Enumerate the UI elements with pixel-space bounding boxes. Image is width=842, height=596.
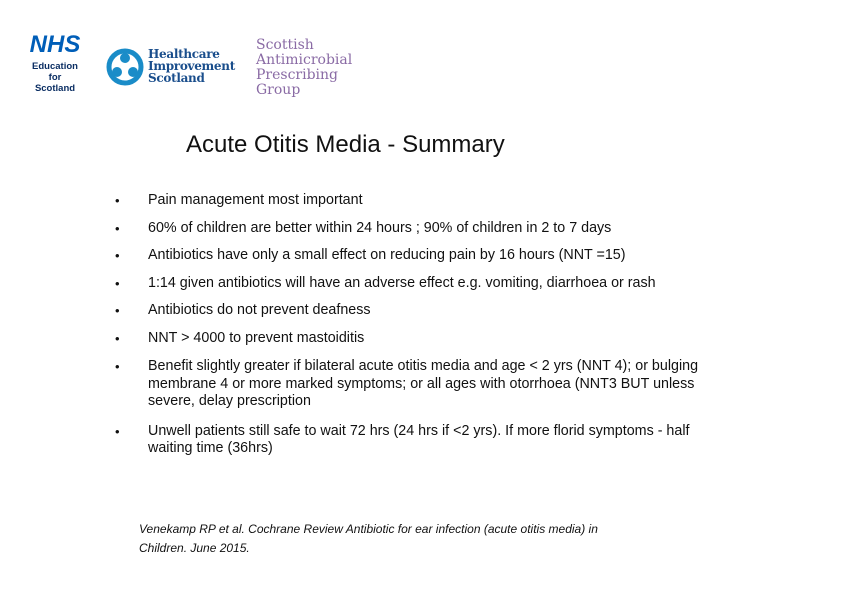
bullet-text: 60% of children are better within 24 hours ; 90% of children in 2 to 7 days [148, 219, 612, 236]
nhs-subtitle [25, 61, 85, 94]
slide-title: Acute Otitis Media - Summary [186, 131, 505, 158]
his-wordmark [148, 48, 248, 84]
sapg-line-1: Scottish [256, 37, 314, 53]
nhs-line-3: Scotland [34, 83, 76, 94]
reference-citation: Venekamp RP et al. Cochrane Review Antibiotic for ear infection (acute otitis media) in Children. June 2015. [139, 522, 598, 555]
his-line-3: Scotland [148, 71, 205, 85]
bullet-icon: • [115, 303, 120, 318]
bullet-icon: • [115, 423, 120, 439]
bullet-item [112, 302, 727, 320]
sapg-line-3: Prescribing [256, 67, 339, 83]
bullet-item [112, 275, 727, 293]
bullet-item [112, 220, 727, 238]
bullet-icon: • [115, 220, 120, 236]
bullet-icon: • [115, 359, 120, 374]
sapg-logo [256, 38, 376, 98]
bullet-icon: • [115, 275, 120, 291]
his-line-1: Healthcare [148, 47, 220, 61]
bullet-text: Benefit slightly greater if bilateral acute otitis media and age < 2 yrs (NNT 4); or bulging membrane 4 or more marked symptoms; or all ages with otorrhoea (NNT3 BUT unless severe, delay prescription [148, 358, 699, 409]
bullet-text: Pain management most important [148, 192, 363, 208]
nhs-mark-graphic [25, 30, 85, 58]
bullet-text: Antibiotics have only a small effect on reducing pain by 16 hours (NNT =15) [148, 247, 626, 263]
his-line-2: Improvement [148, 59, 235, 73]
bullet-item [112, 247, 727, 265]
bullet-icon: • [115, 248, 120, 263]
sapg-line-4: Group [256, 82, 301, 98]
bullet-text: 1:14 given antibiotics will have an adverse effect e.g. vomiting, diarrhoea or rash [148, 274, 656, 291]
nhs-mark-text: NHS [29, 31, 81, 58]
bullet-item [112, 330, 727, 348]
nhs-line-2: for [48, 72, 62, 83]
nhs-line-1: Education [32, 61, 78, 72]
bullet-icon: • [115, 330, 120, 346]
bullet-icon: • [115, 193, 120, 208]
bullet-item [112, 192, 727, 210]
nhs-education-scotland-logo [25, 30, 85, 94]
bullet-text: Unwell patients still safe to wait 72 hrs (24 hrs if <2 yrs). If more florid symptoms - half waiting time (36hrs) [148, 422, 690, 456]
bullet-text: NNT > 4000 to prevent mastoiditis [148, 329, 365, 346]
his-emblem-icon [106, 48, 144, 86]
nhs-mark [25, 30, 85, 58]
bullet-item [112, 358, 727, 411]
bullet-text: Antibiotics do not prevent deafness [148, 302, 371, 318]
sapg-line-2: Antimicrobial [256, 52, 353, 68]
bullet-item [112, 423, 727, 458]
summary-bullet-list [112, 192, 727, 458]
